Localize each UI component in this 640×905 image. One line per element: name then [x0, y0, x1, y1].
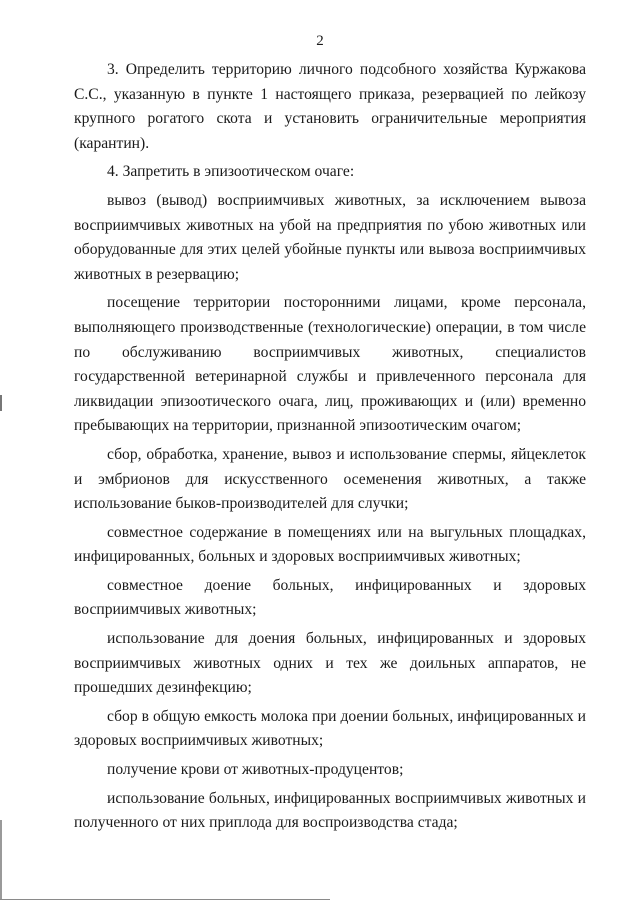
- paragraph-ban-animal-export: вывоз (вывод) восприимчивых животных, за исключением вывоза восприимчивых животных на убой на предприятия по убою животных или оборудованные для этих целей убойные пункты или вывоза восприимчивых животных в резервацию;: [74, 191, 586, 283]
- paragraph-ban-shared-milking-machines: использование для доения больных, инфицированных и здоровых восприимчивых животных одних и тех же доильных аппаратов, не прошедших дезинфекцию;: [74, 630, 586, 697]
- document-body: [74, 58, 586, 836]
- scan-bottom-rule: [0, 899, 330, 900]
- paragraph-ban-breeding-use: использование больных, инфицированных восприимчивых животных и полученного от них приплода для воспроизводства стада;: [74, 789, 586, 832]
- scan-edge-mark-bottom: [0, 820, 2, 900]
- paragraph-ban-joint-keeping: совместное содержание в помещениях или на выгульных площадках, инфицированных, больных и здоровых восприимчивых животных;: [74, 523, 586, 566]
- paragraph-ban-common-milk-container: сбор в общую емкость молока при доении больных, инфицированных и здоровых восприимчивых животных;: [74, 707, 586, 750]
- paragraph-item-4: 4. Запретить в эпизоотическом очаге:: [107, 163, 355, 181]
- paragraph-item-3: 3. Определить территорию личного подсобного хозяйства Куржакова С.С., указанную в пункте 1 настоящего приказа, резервацией по лейкозу крупного рогатого скота и установить ограничительные мероприятия (карантин).: [74, 61, 586, 152]
- paragraph-ban-semen-use: сбор, обработка, хранение, вывоз и использование спермы, яйцеклеток и эмбрионов для искусственного осеменения животных, а также использование быков-производителей для случки;: [74, 445, 586, 513]
- paragraph-ban-blood-collection: получение крови от животных-продуцентов;: [107, 761, 404, 779]
- paragraph-ban-visits: посещение территории посторонними лицами, кроме персонала, выполняющего производственные (технологические) операции, в том числе по обслуживанию восприимчивых животных, специалистов государственной ветеринарной службы и привлеченного персонала для ликвидации эпизоотического очага, лиц, проживающих и (или) временно пребывающих на территории, признанной эпизоотическим очагом;: [74, 294, 586, 435]
- paragraph-ban-joint-milking: совместное доение больных, инфицированных и здоровых восприимчивых животных;: [74, 576, 586, 619]
- scan-edge-mark: [0, 395, 2, 411]
- page-number: 2: [316, 33, 324, 49]
